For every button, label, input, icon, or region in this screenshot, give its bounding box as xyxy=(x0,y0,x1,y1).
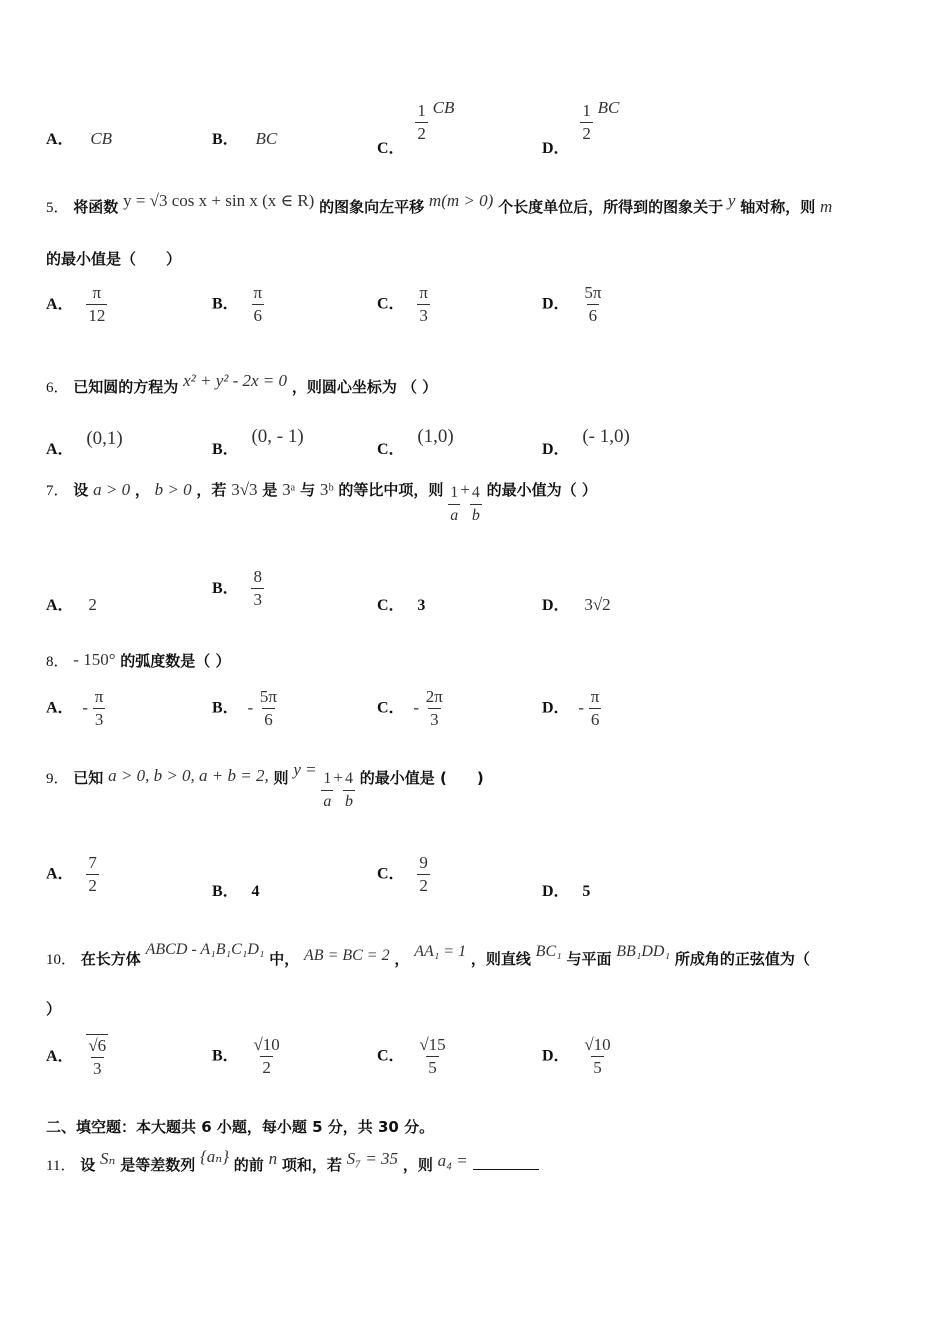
math-a4: a₄ = xyxy=(437,1151,468,1170)
math-line: BC₁ xyxy=(535,943,562,960)
option-fraction: $\frac{\pi}{12}$ xyxy=(88,283,106,325)
q6-option-c xyxy=(377,426,454,458)
option-vector: CB xyxy=(90,129,113,148)
option-vector: BC xyxy=(597,97,620,117)
q9-option-b xyxy=(212,878,259,901)
option-fraction: $\frac{\pi}{3}$ xyxy=(94,687,104,729)
option-label: D． xyxy=(542,295,570,313)
q5-option-a xyxy=(46,282,107,327)
question-number: 5． xyxy=(46,200,69,216)
math-cond-aa1: AA₁ = 1 xyxy=(414,943,467,960)
q4-option-b xyxy=(212,126,277,149)
option-label: D． xyxy=(542,597,570,614)
math-sequence: {aₙ} xyxy=(200,1147,229,1166)
q7-option-a xyxy=(46,592,97,615)
question-9-stem: 9． 已知 a > 0, b > 0, a + b = 2, 则 y = $\frac{1}{a}$ + $\frac{4}{b}$ 的最小值是 ( ) xyxy=(46,768,484,813)
q8-option-a xyxy=(46,686,105,731)
q8-option-d xyxy=(542,686,601,731)
q4-option-d xyxy=(542,97,620,157)
option-label: B． xyxy=(212,295,239,313)
question-number: 8． xyxy=(46,654,69,670)
option-label: B． xyxy=(212,441,239,458)
math-fraction: $\frac{4}{b}$ xyxy=(343,768,355,813)
option-label: C． xyxy=(377,295,405,313)
question-6-stem: 6． 已知圆的方程为 x² + y² - 2x = 0 ，则圆心坐标为 （ ） xyxy=(46,371,438,396)
option-sign: - xyxy=(247,697,254,717)
option-label: C． xyxy=(377,139,405,157)
q7-option-d xyxy=(542,592,611,615)
q5-option-d xyxy=(542,282,603,327)
question-11-stem: 11． 设 Sₙ 是等差数列 {aₙ} 的前 n 项和，若 S₇ = 35 ，则 a₄ = xyxy=(46,1154,539,1175)
option-label: A． xyxy=(46,1048,74,1065)
math-cond-b: b > 0 xyxy=(154,479,192,499)
math-fraction: $\frac{1}{a}$ xyxy=(321,768,333,813)
q6-option-d xyxy=(542,426,630,458)
question-10-line2: ） xyxy=(46,1000,62,1018)
option-point: (1,0) xyxy=(417,426,454,447)
option-fraction: $\frac{1}{2}$ xyxy=(417,101,426,143)
math-y: y = xyxy=(293,759,317,779)
math-axis: y xyxy=(727,191,736,210)
q8-option-c xyxy=(377,686,445,731)
question-number: 11． xyxy=(46,1158,76,1174)
option-fraction: $\frac{5\pi}{6}$ xyxy=(259,687,278,729)
option-sign: - xyxy=(578,697,585,717)
option-value: 5 xyxy=(582,883,591,900)
q9-option-c xyxy=(377,852,430,897)
answer-blank[interactable] xyxy=(473,1155,539,1170)
option-fraction: $\frac{9}{2}$ xyxy=(419,853,428,895)
math-function: y = √3 cos x + sin x (x ∈ R) xyxy=(123,191,315,210)
question-number: 6． xyxy=(46,380,69,396)
option-fraction: $\frac{√15}{5}$ xyxy=(419,1035,446,1077)
option-value: 2 xyxy=(88,595,97,614)
option-label: D． xyxy=(542,1047,570,1065)
question-5-stem: 5． 将函数 y = √3 cos x + sin x (x ∈ R) 的图象向左平移 m(m > 0) 个长度单位后，所得到的图象关于 y 轴对称，则 m xyxy=(46,191,833,216)
option-fraction: $\frac{1}{2}$ xyxy=(582,101,591,143)
option-label: B． xyxy=(212,699,239,717)
q10-option-b xyxy=(212,1034,282,1079)
math-plane: BB₁DD₁ xyxy=(616,943,671,960)
option-fraction: $\frac{\pi}{6}$ xyxy=(253,283,263,325)
math-condition: a > 0, b > 0, a + b = 2, xyxy=(108,765,269,785)
option-fraction: $\frac{\pi}{6}$ xyxy=(590,687,600,729)
option-label: C． xyxy=(377,1047,405,1065)
math-equation: x² + y² - 2x = 0 xyxy=(183,371,288,390)
question-number: 7． xyxy=(46,482,69,499)
option-label: C． xyxy=(377,597,405,614)
option-fraction: $\frac{√10}{5}$ xyxy=(584,1035,611,1077)
math-cond-ab: AB = BC = 2 xyxy=(304,947,390,964)
option-label: A． xyxy=(46,865,74,883)
option-point: (0, - 1) xyxy=(251,426,304,447)
option-value: 4 xyxy=(251,883,260,900)
option-label: A． xyxy=(46,441,74,458)
option-label: B． xyxy=(212,131,239,148)
option-label: C． xyxy=(377,865,405,883)
math-shift: m(m > 0) xyxy=(428,191,494,210)
option-vector: BC xyxy=(255,129,278,148)
option-sign: - xyxy=(413,697,420,717)
option-point: (- 1,0) xyxy=(582,426,630,447)
option-fraction: $\frac{2\pi}{3}$ xyxy=(425,687,443,729)
option-fraction: $\frac{√6}{3}$ xyxy=(88,1036,107,1078)
option-label: B． xyxy=(212,1047,239,1065)
math-condition: S₇ = 35 xyxy=(346,1149,399,1168)
question-10-stem: 10． 在长方体 ABCD - A₁B₁C₁D₁ 中， AB = BC = 2 ， AA₁ = 1 ，则直线 BC₁ 与平面 BB₁DD₁ 所成角的正弦值为（ xyxy=(46,941,810,968)
option-fraction: $\frac{8}{3}$ xyxy=(253,567,262,609)
option-value: 3√2 xyxy=(584,595,611,614)
q4-option-a xyxy=(46,126,112,149)
q9-option-a xyxy=(46,852,99,897)
question-number: 10． xyxy=(46,952,77,968)
option-fraction: $\frac{7}{2}$ xyxy=(88,853,97,895)
question-5-line2: 的最小值是（ ） xyxy=(46,250,182,268)
question-7-stem: 7． 设 a > 0 ， b > 0 ，若 3√3 是 3ᵃ 与 3ᵇ 的等比中项，则 $\frac{1}{a}$ + $\frac{4}{b}$ 的最小值为（ ） xyxy=(46,482,597,527)
option-label: C． xyxy=(377,699,405,717)
q5-option-b xyxy=(212,282,264,327)
q9-option-d xyxy=(542,878,590,901)
q7-option-c xyxy=(377,592,425,615)
option-label: D． xyxy=(542,883,570,900)
q10-option-a xyxy=(46,1034,108,1080)
math-var: m xyxy=(819,197,833,216)
question-8-stem: 8． - 150° 的弧度数是（ ） xyxy=(46,650,231,670)
q6-option-b xyxy=(212,426,304,458)
q8-option-b xyxy=(212,686,279,731)
option-point: (0,1) xyxy=(86,428,123,449)
q10-option-c xyxy=(377,1034,448,1079)
option-label: A． xyxy=(46,597,74,614)
math-angle: - 150° xyxy=(73,650,116,669)
math-power-b: 3ᵇ xyxy=(319,479,334,499)
math-fraction: $\frac{1}{a}$ xyxy=(448,482,460,527)
math-fraction: $\frac{4}{b}$ xyxy=(470,482,482,527)
option-label: D． xyxy=(542,441,570,458)
option-vector: CB xyxy=(432,97,455,117)
option-label: C． xyxy=(377,441,405,458)
math-n: n xyxy=(268,1149,278,1168)
option-label: D． xyxy=(542,139,570,157)
q10-option-d xyxy=(542,1034,613,1079)
option-label: A． xyxy=(46,131,74,148)
option-label: B． xyxy=(212,579,239,597)
option-label: B． xyxy=(212,883,239,900)
option-value: 3 xyxy=(417,597,426,614)
math-sn: Sₙ xyxy=(100,1149,116,1168)
q7-option-b xyxy=(212,566,264,611)
section-heading: 二、填空题：本大题共 6 小题，每小题 5 分，共 30 分。 xyxy=(46,1118,435,1136)
q5-option-c xyxy=(377,282,430,327)
math-mean: 3√3 xyxy=(231,479,258,499)
option-label: A． xyxy=(46,295,74,313)
math-power-a: 3ᵃ xyxy=(282,479,296,499)
option-fraction: $\frac{\pi}{3}$ xyxy=(419,283,428,325)
option-label: D． xyxy=(542,699,570,717)
q4-option-c xyxy=(377,97,455,157)
question-number: 9． xyxy=(46,770,69,787)
option-fraction: $\frac{5\pi}{6}$ xyxy=(584,283,602,325)
option-fraction: $\frac{√10}{2}$ xyxy=(253,1035,280,1077)
q6-option-a xyxy=(46,426,123,458)
option-sign: - xyxy=(82,697,89,717)
math-cond-a: a > 0 xyxy=(93,479,131,499)
math-solid: ABCD - A₁B₁C₁D₁ xyxy=(145,941,265,958)
option-label: A． xyxy=(46,699,74,717)
